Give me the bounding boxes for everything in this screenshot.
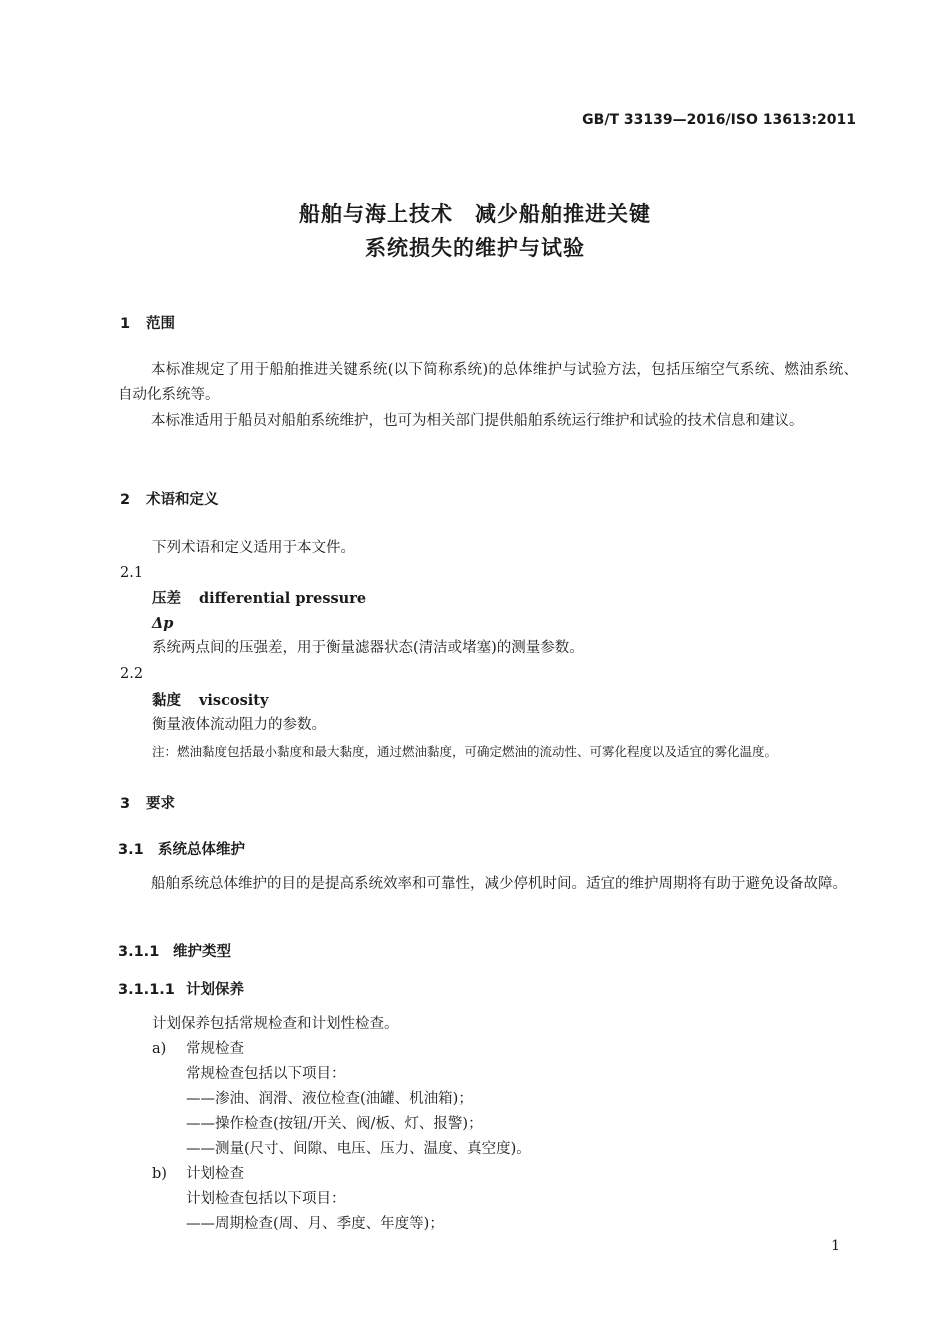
section-3-1-heading — [118, 838, 245, 859]
standard-number: GB/T 33139—2016/ISO 13613:2011 — [582, 112, 856, 128]
page-number: 1 — [831, 1238, 840, 1254]
section-title: 系统总体维护 — [158, 842, 245, 858]
term-2-1-number: 2.1 — [120, 565, 144, 581]
section-title: 要求 — [146, 796, 175, 812]
section-title: 计划保养 — [186, 982, 244, 998]
term-cn: 压差 — [152, 590, 181, 607]
term-2-1-symbol: Δp — [152, 615, 174, 632]
term-2-1-definition: 系统两点间的压强差，用于衡量滤器状态(清洁或堵塞)的测量参数。 — [152, 640, 584, 656]
list-label: b) — [152, 1166, 167, 1182]
section-title: 维护类型 — [173, 944, 231, 960]
section-3-1-1-1-heading — [118, 978, 244, 999]
list-title: 计划检查 — [186, 1166, 244, 1182]
term-2-2-note: 注：燃油黏度包括最小黏度和最大黏度，通过燃油黏度，可确定燃油的流动性、可雾化程度以及适宜的雾化温度。 — [152, 744, 778, 759]
routine-check-item: ——渗油、润滑、液位检查(油罐、机油箱)； — [186, 1091, 473, 1107]
section-number: 3 — [120, 796, 131, 812]
planned-check-intro: 计划检查包括以下项目： — [186, 1191, 346, 1207]
term-cn: 黏度 — [152, 692, 181, 709]
term-en: differential pressure — [199, 590, 367, 607]
list-item-b — [152, 1162, 244, 1187]
term-2-2-definition: 衡量液体流动阻力的参数。 — [152, 717, 326, 733]
section-1-heading — [120, 312, 175, 333]
scope-paragraph-1: 本标准规定了用于船舶推进关键系统(以下简称系统)的总体维护与试验方法，包括压缩空气系统、燃油系统、自动化系统等。 — [118, 362, 858, 403]
term-en: viscosity — [199, 692, 269, 709]
section-number: 3.1.1.1 — [118, 982, 175, 998]
section-3-heading — [120, 792, 175, 813]
terms-intro: 下列术语和定义适用于本文件。 — [152, 540, 355, 556]
section-3-1-1-heading — [118, 940, 231, 961]
planned-check-item: ——周期检查(周、月、季度、年度等)； — [186, 1216, 444, 1232]
section-title: 术语和定义 — [146, 492, 219, 508]
routine-check-item: ——测量(尺寸、间隙、电压、压力、温度、真空度)。 — [186, 1141, 531, 1157]
section-title: 范围 — [146, 316, 175, 332]
term-2-2-number: 2.2 — [120, 666, 144, 682]
scope-paragraph-2: 本标准适用于船员对船舶系统维护，也可为相关部门提供船舶系统运行维护和试验的技术信息和建议。 — [151, 413, 804, 429]
planned-maintenance-intro: 计划保养包括常规检查和计划性检查。 — [152, 1016, 399, 1032]
title-line-1: 船舶与海上技术 减少船舶推进关键 — [299, 202, 651, 226]
list-title: 常规检查 — [186, 1041, 244, 1057]
section-number: 2 — [120, 492, 131, 508]
term-2-2-name — [152, 688, 268, 713]
section-2-heading — [120, 488, 219, 509]
section-number: 3.1.1 — [118, 944, 160, 960]
title-line-2: 系统损失的维护与试验 — [365, 236, 585, 260]
list-label: a) — [152, 1041, 167, 1057]
section-number: 1 — [120, 316, 131, 332]
term-2-1-name — [152, 586, 366, 611]
routine-check-intro: 常规检查包括以下项目： — [186, 1066, 346, 1082]
general-maintenance-paragraph: 船舶系统总体维护的目的是提高系统效率和可靠性，减少停机时间。适宜的维护周期将有助于避免设备故障。 — [151, 876, 847, 892]
routine-check-item: ——操作检查(按钮/开关、阀/板、灯、报警)； — [186, 1116, 483, 1132]
section-number: 3.1 — [118, 842, 144, 858]
list-item-a — [152, 1037, 244, 1062]
